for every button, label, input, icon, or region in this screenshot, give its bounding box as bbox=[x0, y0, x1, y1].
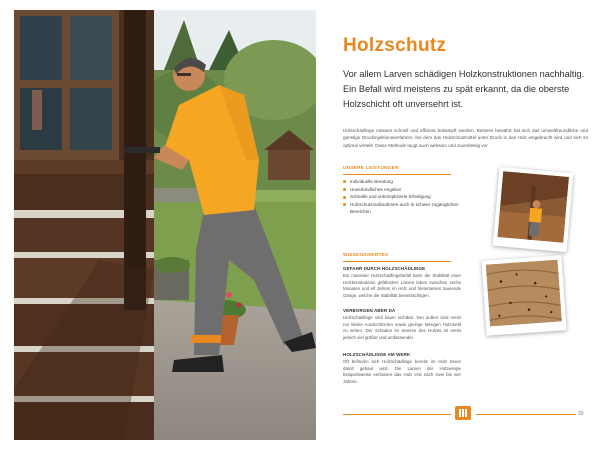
knowledge-block-title: HOLZSCHÄDLINGE AM WERK bbox=[343, 352, 411, 357]
list-item: Individuelle Beratung bbox=[343, 178, 461, 186]
damaged-wood-photo bbox=[486, 260, 562, 327]
knowledge-block-text: Holzschädlinge sind kaum sichtbar. Von außen sind meist nur kleine Ausstichlöcher sowie geringe Mengen Holzmehl zu sehen. Der Schaden im Inneren des Holzes ist meist jedoch viel größer und umfassender. bbox=[343, 315, 461, 340]
knowledge-block-text: Oft befinden sich Holzschädlinge bereits im Holz bevor damit gebaut wird. Die Larven der Holzwespe beispielsweise verlassen das Holz erst nach zwei bis vier Jahren. bbox=[343, 359, 461, 384]
polaroid-attic-photo bbox=[493, 167, 574, 252]
knowledge-block-title: VERBORGEN ABER DA bbox=[343, 308, 396, 313]
knowledge-block-title: GEFAHR DURCH HOLZSCHÄDLINGE bbox=[343, 266, 426, 271]
page-title: Holzschutz bbox=[343, 35, 447, 56]
footer-rule-right bbox=[476, 414, 576, 415]
knowledge-heading: WISSENSWERTES bbox=[343, 253, 389, 258]
company-logo-icon bbox=[454, 405, 472, 421]
intro-paragraph: Holzschädlinge müssen schnell und effizient bekämpft werden. Bestens bewährt hat sich das umweltfreundliche und günstige Druckinjektionsverfahren, bei dem das Holzschutzmittel unter Druck in das Holz eingebracht wird und sich so optimal verteilt. Diese Methode taugt auch wirksam und zuverlässig vor. bbox=[343, 128, 588, 148]
knowledge-block-text: Ein massiver Holzschädlingsbefall kann die Stabilität einer Holzkonstruktion gefährden! Larven leben zwischen sechs Monaten und elf Jahren im Holz und hinterlassen tausende Gänge, welche die Stabilität beeinträchtigen. bbox=[343, 273, 461, 298]
list-item: Unverbindliches Angebot bbox=[343, 186, 461, 194]
attic-photo bbox=[497, 171, 569, 243]
cabin-window bbox=[14, 10, 119, 160]
hero-photo bbox=[14, 10, 316, 440]
footer-rule-left bbox=[343, 414, 451, 415]
services-divider bbox=[343, 174, 451, 175]
bullet-icon bbox=[343, 196, 346, 199]
bullet-icon bbox=[343, 203, 346, 206]
polaroid-wood-photo bbox=[481, 255, 566, 335]
page-number: 33 bbox=[578, 411, 584, 417]
lead-paragraph: Vor allem Larven schädigen Holzkonstruktionen nachhaltig. Ein Befall wird meistens zu spät erkannt, da die oberste Holzschicht oft unversehrt ist. bbox=[343, 69, 585, 109]
services-heading: UNSERE LEISTUNGEN bbox=[343, 166, 399, 171]
services-list bbox=[343, 178, 461, 216]
text-page bbox=[316, 0, 600, 450]
knowledge-divider bbox=[343, 261, 451, 262]
knowledge-block bbox=[343, 352, 461, 385]
bullet-icon bbox=[343, 180, 346, 183]
list-item: Holzschutzmaßnahmen auch in schwer zugänglichen Bereichen bbox=[343, 201, 461, 216]
list-item: Schnelle und unkomplizierte Erledigung bbox=[343, 193, 461, 201]
bullet-icon bbox=[343, 188, 346, 191]
knowledge-block bbox=[343, 308, 461, 341]
knowledge-block bbox=[343, 266, 461, 299]
